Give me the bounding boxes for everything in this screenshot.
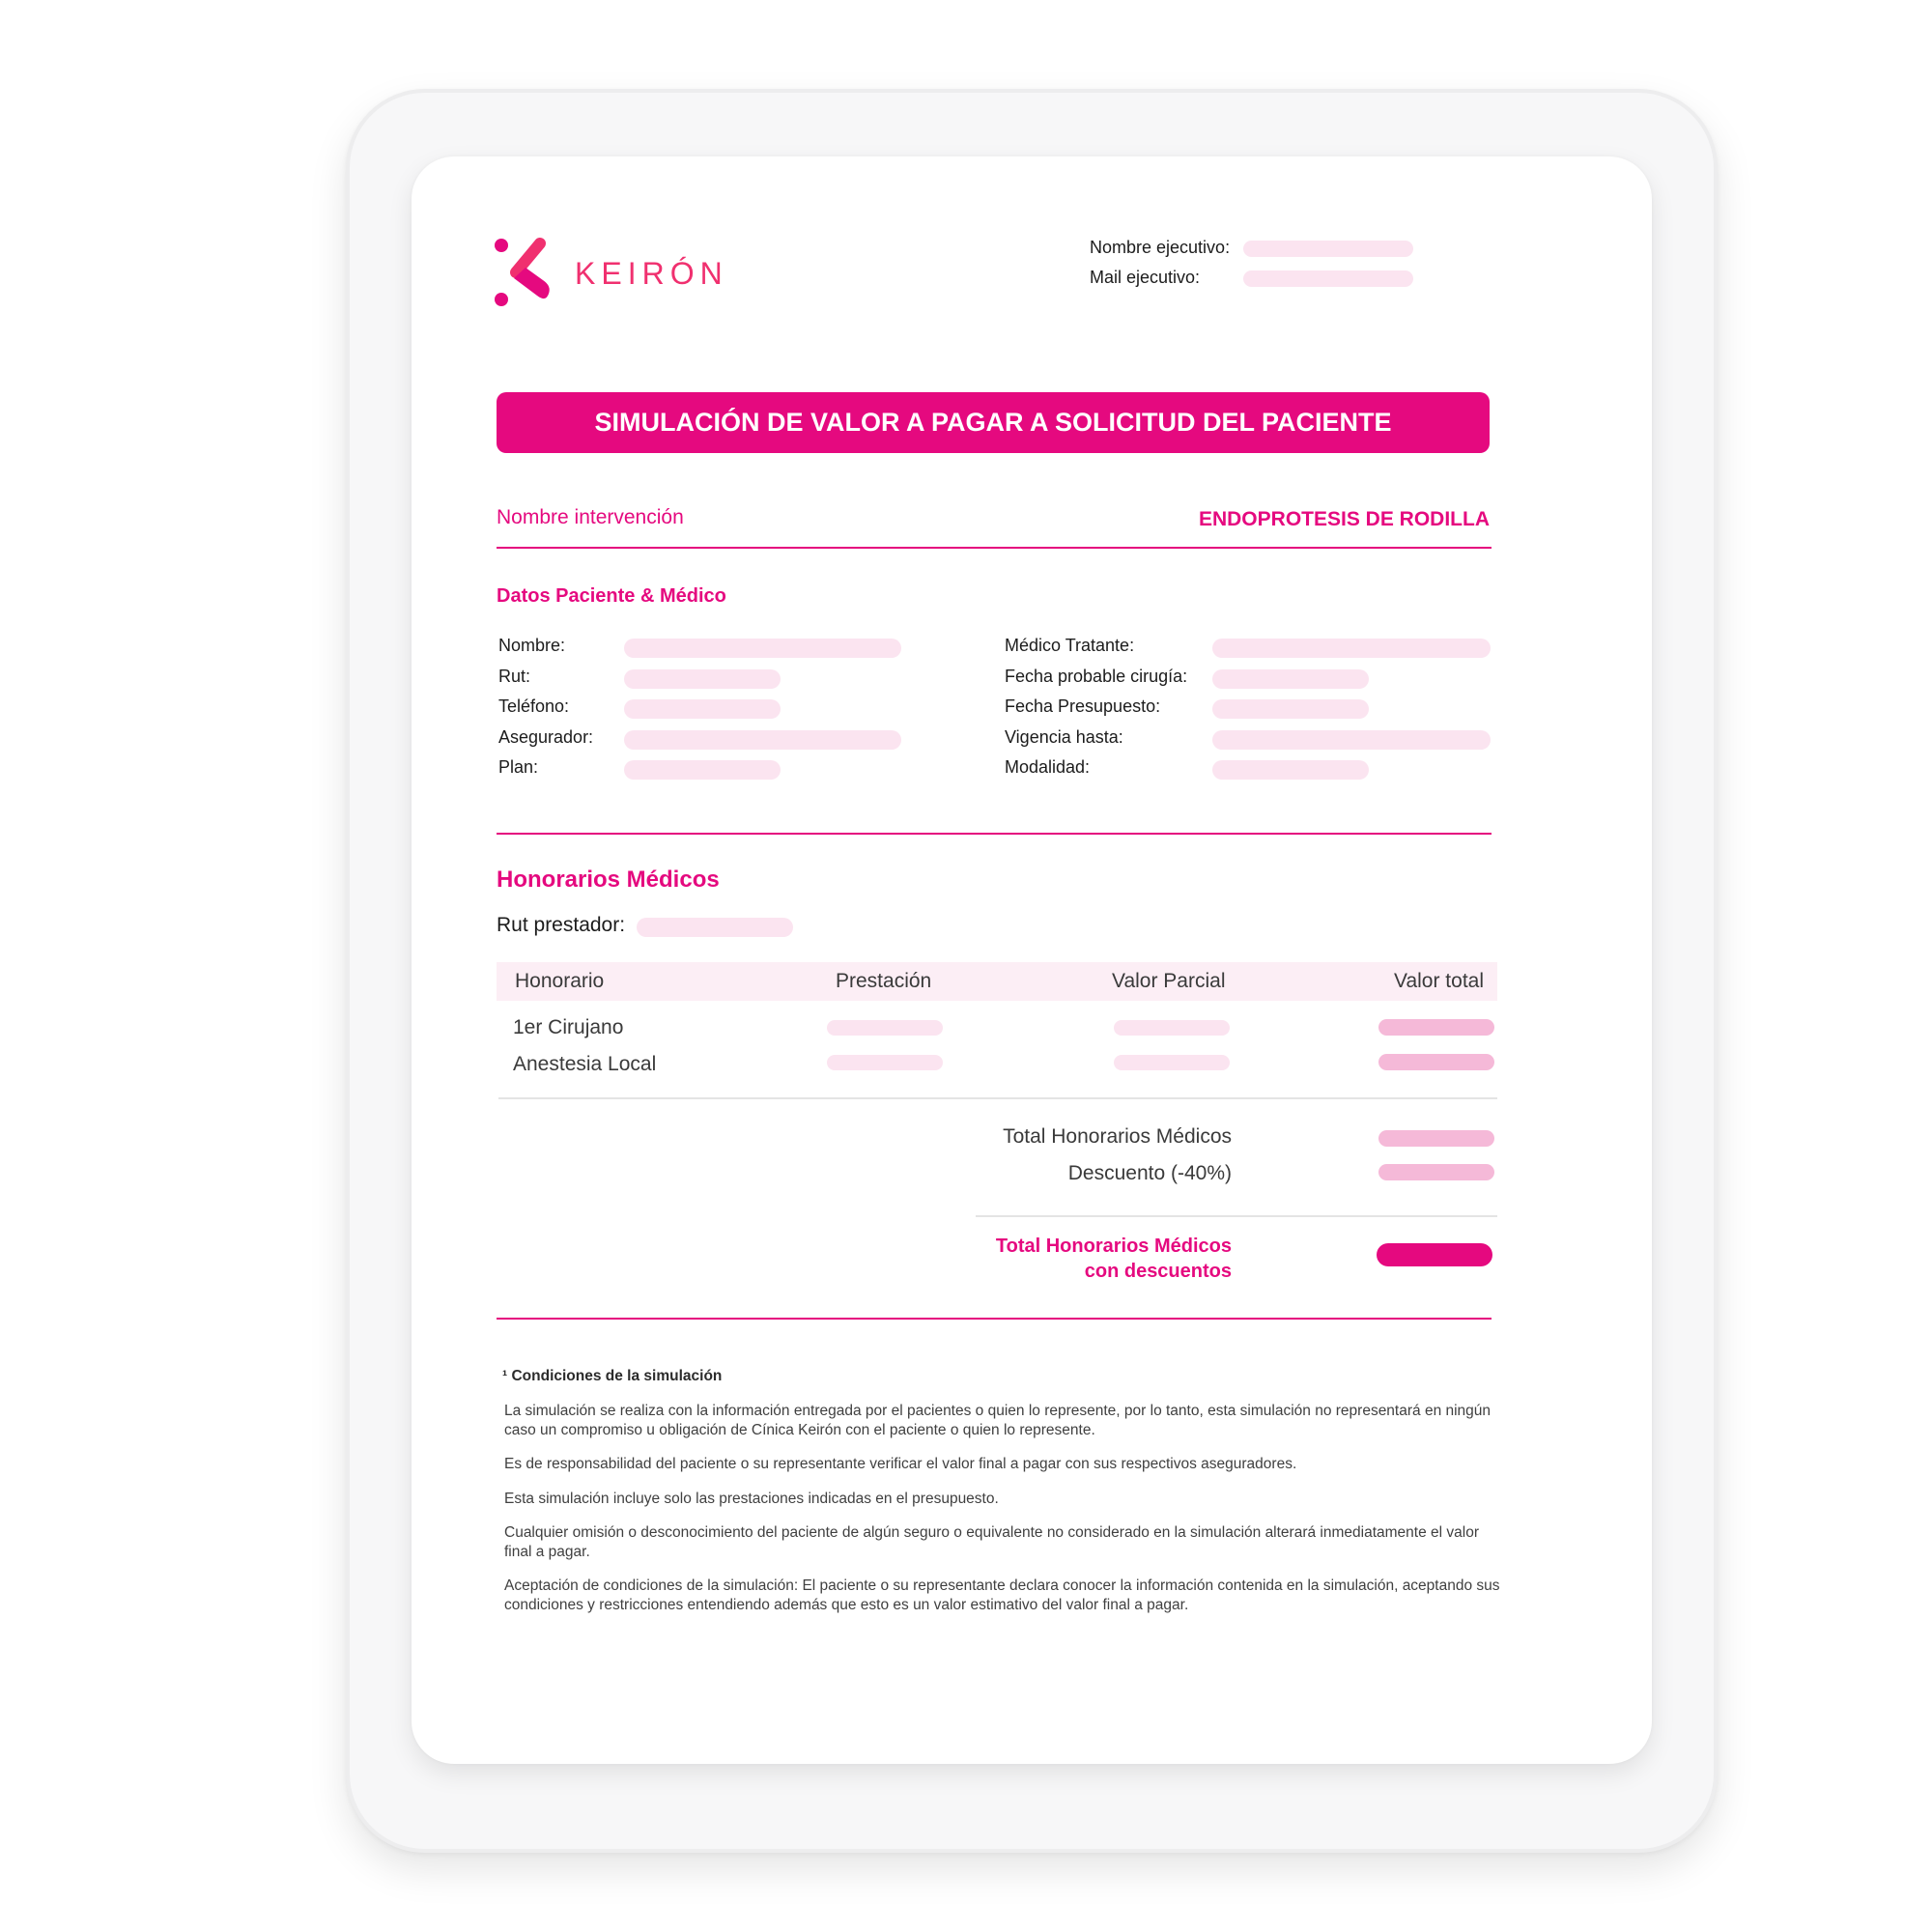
field-value-fecha-cirugia: [1212, 669, 1369, 689]
executive-name-label: Nombre ejecutivo:: [1090, 238, 1231, 257]
column-header-valor-total: Valor total: [1394, 970, 1484, 992]
final-total-value: [1377, 1243, 1492, 1266]
discount-label: Descuento (-40%): [1067, 1162, 1232, 1184]
final-total-label: [996, 1234, 1232, 1284]
totals-divider: [976, 1215, 1497, 1217]
final-total-label-line1: Total Honorarios Médicos: [995, 1236, 1232, 1257]
field-value-asegurador: [624, 730, 901, 750]
divider: [497, 833, 1492, 835]
executive-mail-field: [1243, 270, 1413, 287]
field-value-vigencia: [1212, 730, 1491, 750]
conditions-title: ¹ Condiciones de la simulación: [502, 1368, 723, 1384]
final-total-label-line2: con descuentos: [1084, 1261, 1232, 1282]
table-row-label: 1er Cirujano: [513, 1016, 624, 1038]
condition-paragraph: La simulación se realiza con la información entregada por el pacientes o quien lo represente, por lo tanto, esta simulación no representará en ningún caso un compromiso u obligación de Cínica Keirón con el paciente o quien lo represente.: [504, 1403, 1492, 1438]
rut-prestador-field: [637, 918, 793, 937]
field-label-asegurador: Asegurador:: [498, 727, 594, 747]
field-value-modalidad: [1212, 760, 1369, 780]
column-header-honorario: Honorario: [515, 970, 605, 992]
field-label-fecha-presupuesto: Fecha Presupuesto:: [1005, 696, 1161, 716]
executive-name-field: [1243, 241, 1413, 257]
field-value-plan: [624, 760, 781, 780]
cell-valor-parcial: [1114, 1020, 1230, 1036]
condition-paragraph: Cualquier omisión o desconocimiento del paciente de algún seguro o equivalente no considerado en la simulación alterará inmediatamente el valor final a pagar.: [504, 1524, 1479, 1560]
field-label-medico: Médico Tratante:: [1005, 636, 1135, 655]
keiron-logo-mark-icon: [493, 236, 562, 307]
rut-prestador-label: Rut prestador:: [497, 914, 626, 936]
executive-mail-label: Mail ejecutivo:: [1090, 268, 1201, 287]
total-fees-label: Total Honorarios Médicos: [1003, 1125, 1232, 1148]
brand-name: KEIRÓN: [575, 256, 728, 291]
intervention-label: Nombre intervención: [497, 506, 684, 528]
cell-valor-total: [1378, 1019, 1494, 1036]
field-value-rut: [624, 669, 781, 689]
field-value-telefono: [624, 699, 781, 719]
cell-prestacion: [827, 1020, 943, 1036]
intervention-value: ENDOPROTESIS DE RODILLA: [1198, 508, 1490, 530]
divider: [497, 1318, 1492, 1320]
total-fees-value: [1378, 1130, 1494, 1147]
cell-prestacion: [827, 1055, 943, 1070]
field-label-nombre: Nombre:: [498, 636, 566, 655]
discount-value: [1378, 1164, 1494, 1180]
field-value-fecha-presupuesto: [1212, 699, 1369, 719]
column-header-valor-parcial: Valor Parcial: [1112, 970, 1226, 992]
field-label-rut: Rut:: [498, 667, 531, 686]
patient-section-title: Datos Paciente & Médico: [497, 585, 726, 607]
title-banner-text: SIMULACIÓN DE VALOR A PAGAR A SOLICITUD DEL PACIENTE: [594, 408, 1392, 437]
condition-paragraph: Aceptación de condiciones de la simulación: El paciente o su representante declara conocer la información contenida en la simulación, aceptando sus condiciones y restricciones entendiendo además que esto es un valor estimativo del valor final a pagar.: [504, 1577, 1500, 1613]
keiron-logo: [493, 236, 562, 307]
condition-paragraph: Esta simulación incluye solo las prestaciones indicadas en el presupuesto.: [504, 1491, 999, 1507]
field-label-telefono: Teléfono:: [498, 696, 570, 716]
fees-section-title: Honorarios Médicos: [497, 867, 720, 893]
field-label-modalidad: Modalidad:: [1005, 757, 1091, 777]
field-label-fecha-cirugia: Fecha probable cirugía:: [1005, 667, 1188, 686]
field-value-nombre: [624, 639, 901, 658]
field-label-vigencia: Vigencia hasta:: [1005, 727, 1123, 747]
condition-paragraph: Es de responsabilidad del paciente o su representante verificar el valor final a pagar con sus respectivos aseguradores.: [504, 1456, 1297, 1472]
field-value-medico: [1212, 639, 1491, 658]
field-label-plan: Plan:: [498, 757, 539, 777]
cell-valor-parcial: [1114, 1055, 1230, 1070]
divider: [497, 547, 1492, 549]
cell-valor-total: [1378, 1054, 1494, 1070]
table-divider: [498, 1097, 1497, 1099]
title-banner: [497, 392, 1490, 453]
fees-table-header: [497, 962, 1497, 1001]
column-header-prestacion: Prestación: [836, 970, 932, 992]
table-row-label: Anestesia Local: [513, 1053, 657, 1075]
